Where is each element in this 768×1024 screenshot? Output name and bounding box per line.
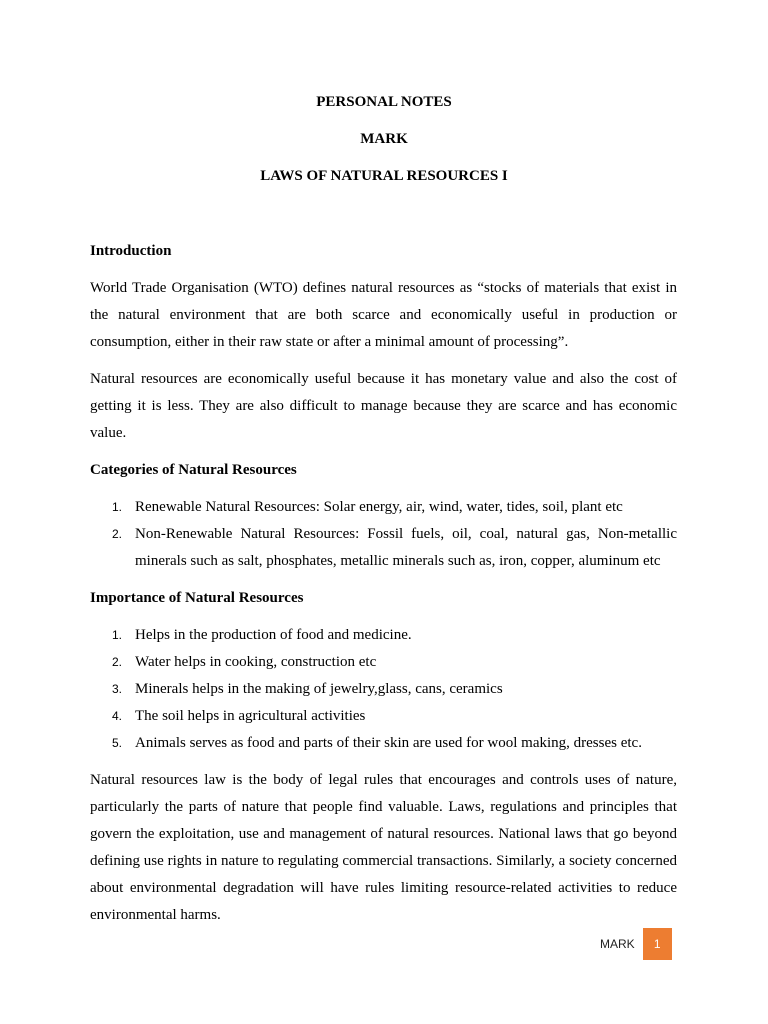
list-item (90, 622, 677, 649)
list-item (90, 703, 677, 730)
categories-list (90, 494, 677, 575)
list-item-text: The soil helps in agricultural activities (135, 708, 366, 724)
paragraph-natural-resources-law: Natural resources law is the body of legal rules that encourages and controls uses of nature, particularly the parts of nature that people find valuable. Laws, regulations and principles that govern the exploitation, use and management of natural resources. National laws that go beyond defining use rights in nature to regulating commercial transactions. Similarly, a society concerned about environmental degradation will have rules limiting resource-related activities to reduce environmental harms. (90, 772, 677, 923)
list-item-number: 2. (112, 527, 123, 541)
list-item-number: 5. (112, 736, 123, 750)
document-body (90, 238, 677, 939)
document-subtitle: LAWS OF NATURAL RESOURCES I (260, 168, 508, 184)
document-title: PERSONAL NOTES (316, 94, 452, 110)
list-item-number: 1. (112, 500, 123, 514)
list-item-text: Non-Renewable Natural Resources: Fossil fuels, oil, coal, natural gas, Non-metallic minerals such as salt, phosphates, metallic minerals such as, iron, copper, aluminum etc (135, 526, 677, 569)
list-item (90, 521, 677, 575)
list-item-text: Water helps in cooking, construction etc (135, 654, 377, 670)
title-block (0, 92, 768, 203)
list-item-number: 3. (112, 682, 123, 696)
paragraph-wto-definition: World Trade Organisation (WTO) defines natural resources as “stocks of materials that exist in the natural environment that are both scarce and economically useful in production or consumption, either in their raw state or after a minimal amount of processing”. (90, 280, 677, 350)
list-item (90, 494, 677, 521)
importance-list (90, 622, 677, 757)
list-item-number: 1. (112, 628, 123, 642)
footer-author: MARK (600, 937, 635, 951)
list-item (90, 730, 677, 757)
page-number-badge: 1 (643, 928, 672, 960)
section-heading-introduction: Introduction (90, 243, 172, 259)
list-item-number: 2. (112, 655, 123, 669)
list-item (90, 649, 677, 676)
list-item-text: Minerals helps in the making of jewelry,glass, cans, ceramics (135, 681, 503, 697)
paragraph-economic-value: Natural resources are economically useful because it has monetary value and also the cost of getting it is less. They are also difficult to manage because they are scarce and has economic value. (90, 371, 677, 441)
list-item-number: 4. (112, 709, 123, 723)
list-item (90, 676, 677, 703)
section-heading-importance: Importance of Natural Resources (90, 590, 304, 606)
section-heading-categories: Categories of Natural Resources (90, 462, 297, 478)
list-item-text: Renewable Natural Resources: Solar energy, air, wind, water, tides, soil, plant etc (135, 499, 623, 515)
list-item-text: Animals serves as food and parts of their skin are used for wool making, dresses etc. (135, 735, 642, 751)
page-footer (600, 928, 672, 960)
list-item-text: Helps in the production of food and medicine. (135, 627, 412, 643)
author-name: MARK (360, 131, 408, 147)
